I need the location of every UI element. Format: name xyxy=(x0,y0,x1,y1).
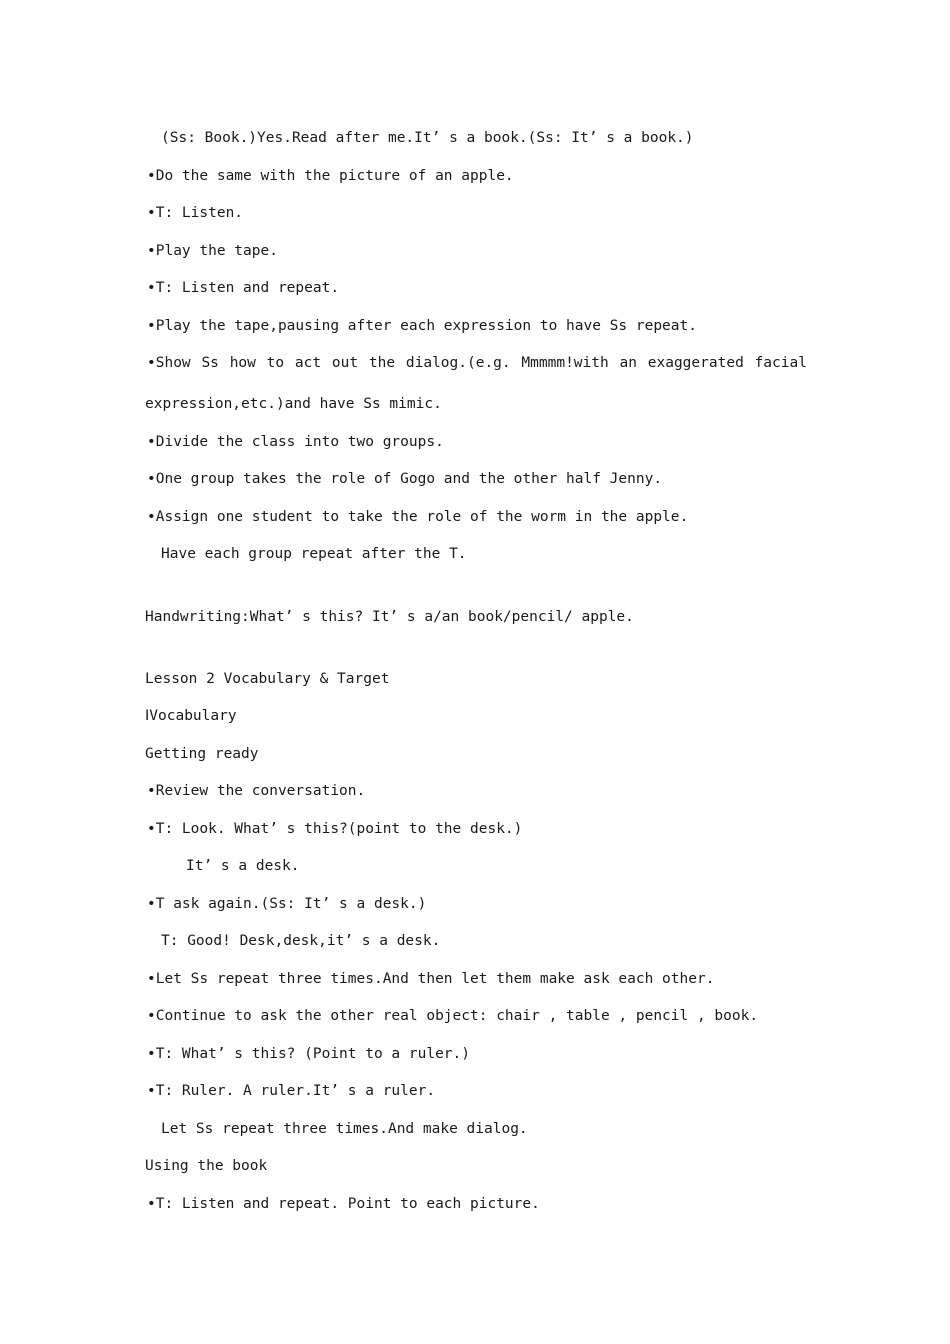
bullet-item: •T: Ruler. A ruler.It’ s a ruler. xyxy=(147,1083,436,1099)
text-line: Have each group repeat after the T. xyxy=(161,546,467,562)
bullet-item: •One group takes the role of Gogo and the other half Jenny. xyxy=(147,471,663,487)
word: exaggerated xyxy=(647,355,744,371)
bullet-item: •Play the tape. xyxy=(147,243,278,259)
word: Mmmmm!with xyxy=(521,355,609,371)
word: to xyxy=(266,355,285,371)
bullet-item: •T: Listen and repeat. xyxy=(147,280,340,296)
bullet-item: •Do the same with the picture of an apple. xyxy=(147,168,514,184)
bullet-item: •T: What’ s this? (Point to a ruler.) xyxy=(147,1046,471,1062)
bullet-item: •Review the conversation. xyxy=(147,783,366,799)
word: Ss xyxy=(201,355,219,371)
bullet-item: •T: Look. What’ s this?(point to the desk.) xyxy=(147,821,523,837)
bullet-item: •Assign one student to take the role of the worm in the apple. xyxy=(147,509,689,525)
word: out xyxy=(331,355,359,371)
word: act xyxy=(294,355,322,371)
bullet-item: •Play the tape,pausing after each expression to have Ss repeat. xyxy=(147,318,697,334)
bullet-item: •T: Listen and repeat. Point to each picture. xyxy=(147,1196,540,1212)
word: facial xyxy=(754,355,807,371)
text-line: It’ s a desk. xyxy=(186,858,300,874)
bullet-item: •T: Listen. xyxy=(147,205,244,221)
word: how xyxy=(229,355,256,371)
word: the xyxy=(368,355,396,371)
subsection-heading: Using the book xyxy=(145,1158,268,1174)
bullet-item: •Divide the class into two groups. xyxy=(147,434,444,450)
bullet-item: •T ask again.(Ss: It’ s a desk.) xyxy=(147,896,427,912)
section-heading: ⅠVocabulary xyxy=(145,708,237,724)
word: •Show xyxy=(147,355,191,371)
text-line: expression,etc.)and have Ss mimic. xyxy=(145,396,442,412)
handwriting-line: Handwriting:What’ s this? It’ s a/an book/pencil/ apple. xyxy=(145,609,634,625)
bullet-item: •Continue to ask the other real object: chair , table , pencil , book. xyxy=(147,1008,759,1024)
word: dialog.(e.g. xyxy=(405,355,511,371)
bullet-item-justified xyxy=(147,353,807,373)
text-line: (Ss: Book.)Yes.Read after me.It’ s a book.(Ss: It’ s a book.) xyxy=(161,130,694,146)
text-line: Let Ss repeat three times.And make dialog. xyxy=(161,1121,528,1137)
word: an xyxy=(619,355,637,371)
bullet-item: •Let Ss repeat three times.And then let them make ask each other. xyxy=(147,971,715,987)
lesson-heading: Lesson 2 Vocabulary & Target xyxy=(145,671,390,687)
subsection-heading: Getting ready xyxy=(145,746,259,762)
text-line: T: Good! Desk,desk,it’ s a desk. xyxy=(161,933,441,949)
